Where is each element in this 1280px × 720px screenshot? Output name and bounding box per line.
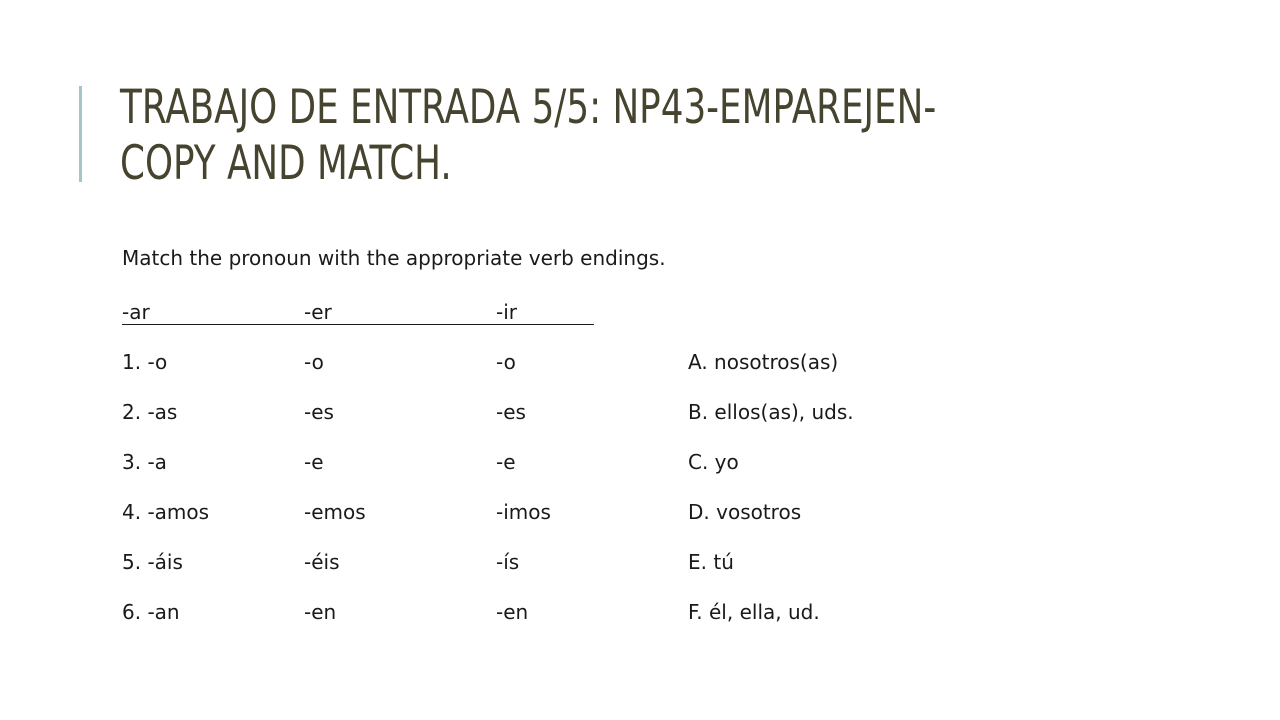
ending-row-3 (122, 450, 922, 480)
er-ending: -es (304, 400, 334, 424)
header-ar: -ar (122, 300, 150, 324)
ending-row-1 (122, 350, 922, 380)
header-er: -er (304, 300, 332, 324)
ar-ending: 6. -an (122, 600, 180, 624)
er-ending: -en (304, 600, 337, 624)
pronoun-option: D. vosotros (688, 500, 802, 524)
instructions-text: Match the pronoun with the appropriate verb endings. (122, 246, 666, 270)
ir-ending: -ís (496, 550, 520, 574)
ir-ending: -en (496, 600, 529, 624)
pronoun-option: A. nosotros(as) (688, 350, 839, 374)
pronoun-option: F. él, ella, ud. (688, 600, 820, 624)
ar-ending: 4. -amos (122, 500, 210, 524)
er-ending: -o (304, 350, 324, 374)
ending-row-2 (122, 400, 922, 430)
ir-ending: -es (496, 400, 526, 424)
ir-ending: -imos (496, 500, 551, 524)
ar-ending: 5. -áis (122, 550, 183, 574)
ending-row-4 (122, 500, 922, 530)
er-ending: -e (304, 450, 324, 474)
pronoun-option: C. yo (688, 450, 739, 474)
ar-ending: 1. -o (122, 350, 168, 374)
slide-title (120, 80, 937, 192)
ir-ending: -e (496, 450, 516, 474)
ir-ending: -o (496, 350, 516, 374)
ending-row-6 (122, 600, 922, 630)
title-accent-bar (79, 86, 82, 182)
pronoun-option: E. tú (688, 550, 734, 574)
column-header-row (122, 300, 922, 330)
ar-ending: 3. -a (122, 450, 167, 474)
ar-ending: 2. -as (122, 400, 178, 424)
er-ending: -éis (304, 550, 340, 574)
slide-title-line-1: TRABAJO DE ENTRADA 5/5: NP43-EMPAREJEN- (120, 80, 937, 135)
er-ending: -emos (304, 500, 366, 524)
header-ir: -ir (496, 300, 517, 324)
pronoun-option: B. ellos(as), uds. (688, 400, 854, 424)
ending-row-5 (122, 550, 922, 580)
slide-title-line-2: COPY AND MATCH. (120, 136, 452, 191)
